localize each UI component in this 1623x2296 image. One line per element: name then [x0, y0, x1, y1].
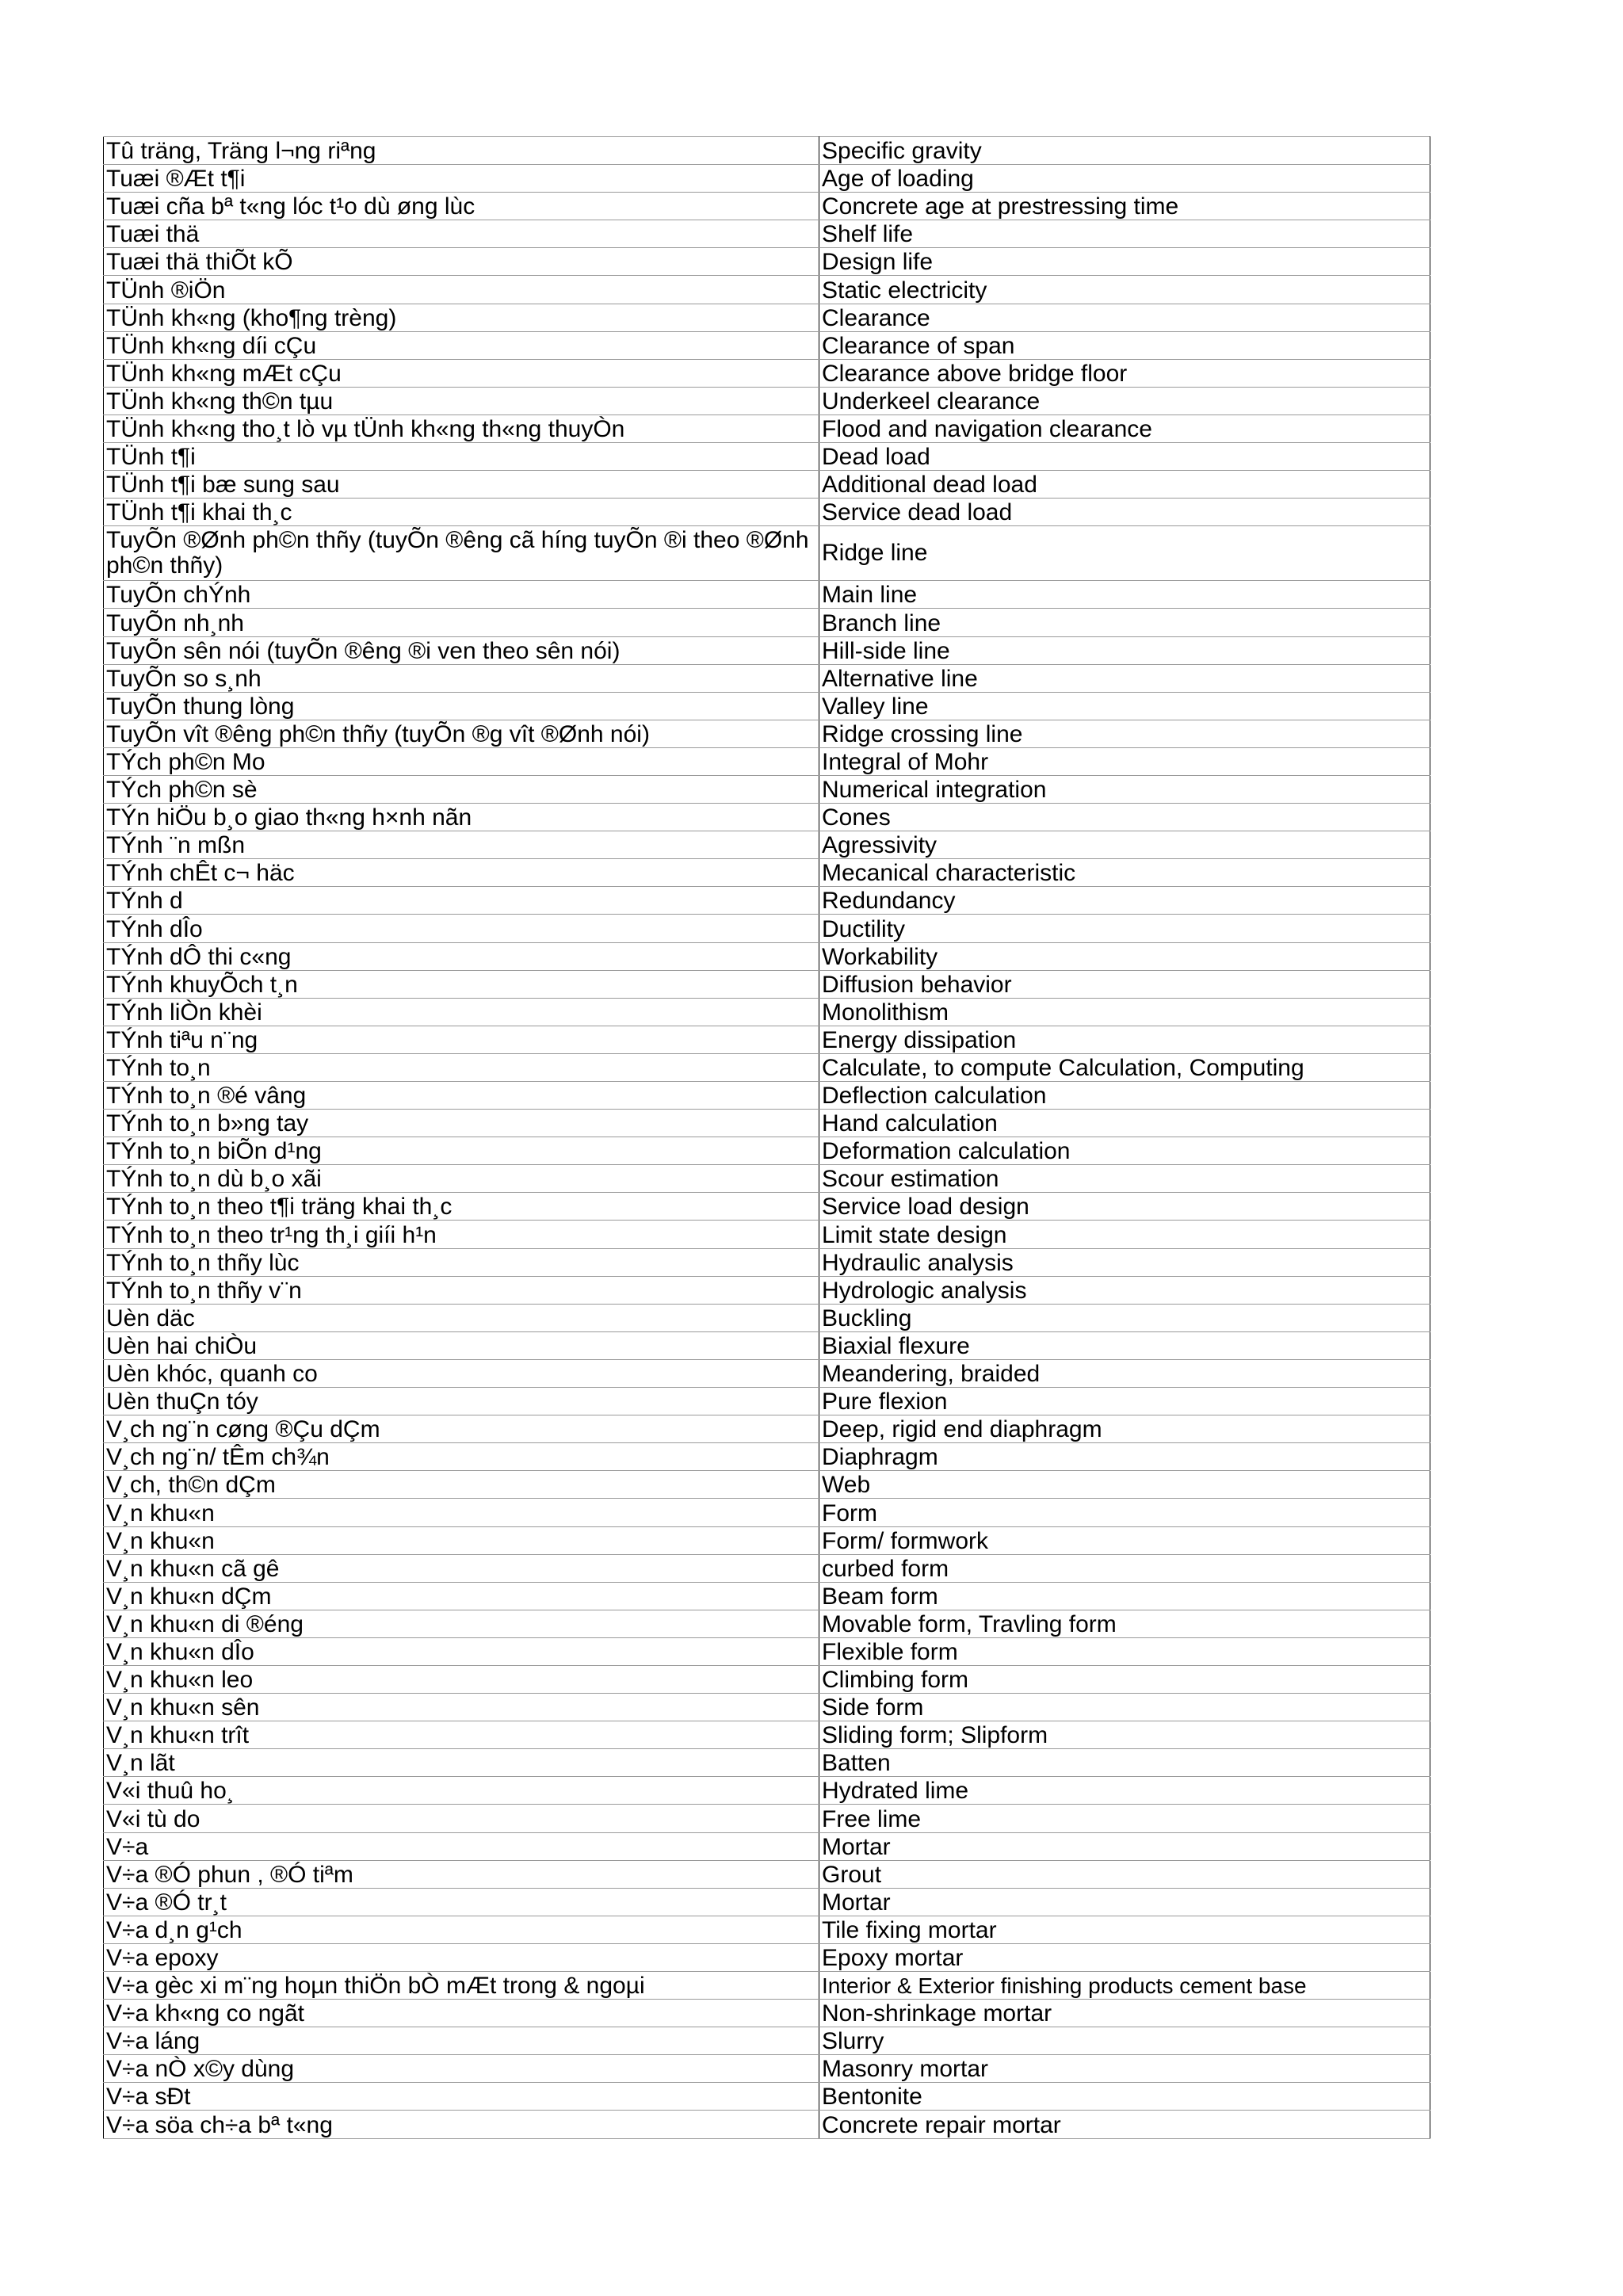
table-row: [104, 499, 1430, 526]
english-term-cell: Hydrated lime: [819, 1777, 1430, 1805]
vietnamese-term-cell: TÝnh chÊt c¬ häc: [104, 859, 819, 887]
table-row: [104, 1805, 1430, 1832]
english-term-cell: Integral of Mohr: [819, 747, 1430, 775]
vietnamese-term-cell: TÝnh dÔ thi c«ng: [104, 942, 819, 970]
english-term-cell: Masonry mortar: [819, 2055, 1430, 2083]
table-row: [104, 1276, 1430, 1304]
vietnamese-term-cell: TÜnh t¶i bæ sung sau: [104, 471, 819, 499]
english-term-cell: Monolithism: [819, 998, 1430, 1026]
vietnamese-term-cell: TÜnh kh«ng th©n tµu: [104, 387, 819, 415]
english-term-cell: Design life: [819, 248, 1430, 276]
english-term-cell: Service load design: [819, 1193, 1430, 1221]
english-term-cell: Grout: [819, 1860, 1430, 1888]
english-term-cell: Form: [819, 1499, 1430, 1526]
vietnamese-term-cell: V÷a ®Ó phun , ®Ó tiªm: [104, 1860, 819, 1888]
vietnamese-term-cell: Tû träng, Träng l¬ng riªng: [104, 137, 819, 165]
english-term-cell: Main line: [819, 581, 1430, 609]
english-term-cell: Hill-side line: [819, 636, 1430, 664]
vietnamese-term-cell: TÜnh kh«ng díi cÇu: [104, 331, 819, 359]
english-term-cell: Meandering, braided: [819, 1359, 1430, 1387]
english-term-cell: Interior & Exterior finishing products cement base: [819, 1972, 1430, 2000]
vietnamese-term-cell: TÜnh kh«ng mÆt cÇu: [104, 359, 819, 387]
table-row: [104, 2055, 1430, 2083]
english-term-cell: Sliding form; Slipform: [819, 1721, 1430, 1749]
vietnamese-term-cell: Uèn thuÇn tóy: [104, 1388, 819, 1415]
table-row: [104, 915, 1430, 942]
vietnamese-term-cell: TÝnh to¸n: [104, 1053, 819, 1081]
table-row: [104, 1026, 1430, 1053]
english-term-cell: Mortar: [819, 1832, 1430, 1860]
english-term-cell: Beam form: [819, 1582, 1430, 1610]
table-row: [104, 1610, 1430, 1637]
table-row: [104, 2083, 1430, 2111]
table-row: [104, 942, 1430, 970]
english-term-cell: Batten: [819, 1749, 1430, 1777]
table-row: [104, 165, 1430, 193]
english-term-cell: Branch line: [819, 609, 1430, 636]
english-term-cell: Mecanical characteristic: [819, 859, 1430, 887]
english-term-cell: Biaxial flexure: [819, 1331, 1430, 1359]
english-term-cell: Pure flexion: [819, 1388, 1430, 1415]
vietnamese-term-cell: TuyÕn nh¸nh: [104, 609, 819, 636]
table-row: [104, 1832, 1430, 1860]
vietnamese-term-cell: TÜnh t¶i khai th¸c: [104, 499, 819, 526]
table-row: [104, 137, 1430, 165]
table-row: [104, 831, 1430, 859]
vietnamese-term-cell: TÝch ph©n Mo: [104, 747, 819, 775]
english-term-cell: Hydraulic analysis: [819, 1248, 1430, 1276]
table-row: [104, 359, 1430, 387]
english-term-cell: Side form: [819, 1694, 1430, 1721]
table-row: [104, 664, 1430, 692]
english-term-cell: Hand calculation: [819, 1110, 1430, 1137]
vietnamese-term-cell: TÝnh liÒn khèi: [104, 998, 819, 1026]
vietnamese-term-cell: TÝnh to¸n theo t¶i träng khai th¸c: [104, 1193, 819, 1221]
vietnamese-term-cell: Tuæi thä: [104, 220, 819, 248]
vietnamese-term-cell: V¸ch, th©n dÇm: [104, 1471, 819, 1499]
table-row: [104, 1749, 1430, 1777]
english-term-cell: Mortar: [819, 1888, 1430, 1916]
english-term-cell: Age of loading: [819, 165, 1430, 193]
vietnamese-term-cell: V÷a d¸n g¹ch: [104, 1916, 819, 1943]
vietnamese-term-cell: Uèn hai chiÒu: [104, 1331, 819, 1359]
english-term-cell: Deformation calculation: [819, 1137, 1430, 1165]
english-term-cell: Movable form, Travling form: [819, 1610, 1430, 1637]
table-row: [104, 859, 1430, 887]
vietnamese-term-cell: V¸ch ng¨n/ tÊm ch¾n: [104, 1443, 819, 1471]
table-row: [104, 443, 1430, 471]
english-term-cell: Alternative line: [819, 664, 1430, 692]
vietnamese-term-cell: V÷a söa ch÷a bª t«ng: [104, 2111, 819, 2138]
table-row: [104, 1082, 1430, 1110]
table-row: [104, 1860, 1430, 1888]
table-row: [104, 276, 1430, 304]
table-row: [104, 1193, 1430, 1221]
vietnamese-term-cell: TÝnh to¸n ®é vâng: [104, 1082, 819, 1110]
vietnamese-term-cell: TÝnh to¸n b»ng tay: [104, 1110, 819, 1137]
english-term-cell: Tile fixing mortar: [819, 1916, 1430, 1943]
english-term-cell: Clearance of span: [819, 331, 1430, 359]
english-term-cell: Bentonite: [819, 2083, 1430, 2111]
table-row: [104, 1137, 1430, 1165]
table-row: [104, 1053, 1430, 1081]
english-term-cell: Calculate, to compute Calculation, Computing: [819, 1053, 1430, 1081]
english-term-cell: Form/ formwork: [819, 1526, 1430, 1554]
vietnamese-term-cell: TÜnh kh«ng (kho¶ng trèng): [104, 304, 819, 331]
vietnamese-term-cell: V¸n khu«n sên: [104, 1694, 819, 1721]
table-row: [104, 1388, 1430, 1415]
table-row: [104, 1637, 1430, 1665]
vietnamese-term-cell: V÷a ®Ó tr¸t: [104, 1888, 819, 1916]
vietnamese-term-cell: TuyÕn sên nói (tuyÕn ®êng ®i ven theo sên nói): [104, 636, 819, 664]
vietnamese-term-cell: TÝnh khuyÕch t¸n: [104, 970, 819, 998]
vietnamese-term-cell: TuyÕn chÝnh: [104, 581, 819, 609]
vietnamese-term-cell: TuyÕn vît ®êng ph©n thñy (tuyÕn ®g vît ®Ønh nói): [104, 720, 819, 747]
glossary-body: [104, 137, 1430, 2139]
vietnamese-term-cell: V÷a: [104, 1832, 819, 1860]
vietnamese-term-cell: TÝch ph©n sè: [104, 775, 819, 803]
vietnamese-term-cell: TÜnh ®iÖn: [104, 276, 819, 304]
vietnamese-term-cell: V«i thuû ho¸: [104, 1777, 819, 1805]
english-term-cell: Numerical integration: [819, 775, 1430, 803]
table-row: [104, 1721, 1430, 1749]
english-term-cell: Specific gravity: [819, 137, 1430, 165]
table-row: [104, 2000, 1430, 2027]
english-term-cell: Slurry: [819, 2027, 1430, 2055]
english-term-cell: Buckling: [819, 1304, 1430, 1331]
vietnamese-term-cell: V¸n khu«n di ®éng: [104, 1610, 819, 1637]
english-term-cell: Workability: [819, 942, 1430, 970]
table-row: [104, 2027, 1430, 2055]
english-term-cell: Underkeel clearance: [819, 387, 1430, 415]
english-term-cell: Valley line: [819, 692, 1430, 720]
english-term-cell: Epoxy mortar: [819, 1943, 1430, 1971]
vietnamese-term-cell: TuyÕn ®Ønh ph©n thñy (tuyÕn ®êng cã híng tuyÕn ®i theo ®Ønh ph©n thñy): [104, 526, 819, 581]
table-row: [104, 248, 1430, 276]
table-row: [104, 1943, 1430, 1971]
english-term-cell: Limit state design: [819, 1221, 1430, 1248]
vietnamese-term-cell: V÷a epoxy: [104, 1943, 819, 1971]
table-row: [104, 636, 1430, 664]
vietnamese-term-cell: TÝn hiÖu b¸o giao th«ng h×nh nãn: [104, 804, 819, 831]
vietnamese-term-cell: Tuæi cña bª t«ng lóc t¹o dù øng lùc: [104, 193, 819, 220]
vietnamese-term-cell: V÷a nÒ x©y dùng: [104, 2055, 819, 2083]
table-row: [104, 1777, 1430, 1805]
vietnamese-term-cell: V¸n khu«n: [104, 1499, 819, 1526]
vietnamese-term-cell: TÝnh tiªu n¨ng: [104, 1026, 819, 1053]
vietnamese-term-cell: TÝnh to¸n thñy v¨n: [104, 1276, 819, 1304]
vietnamese-term-cell: Uèn däc: [104, 1304, 819, 1331]
table-row: [104, 1888, 1430, 1916]
english-term-cell: Ridge line: [819, 526, 1430, 581]
table-row: [104, 887, 1430, 915]
english-term-cell: Service dead load: [819, 499, 1430, 526]
table-row: [104, 1415, 1430, 1443]
vietnamese-term-cell: TÝnh to¸n theo tr¹ng th¸i giíi h¹n: [104, 1221, 819, 1248]
vietnamese-term-cell: V¸ch ng¨n cøng ®Çu dÇm: [104, 1415, 819, 1443]
table-row: [104, 1165, 1430, 1193]
table-row: [104, 331, 1430, 359]
glossary-sheet: [103, 136, 1430, 2139]
table-row: [104, 1554, 1430, 1582]
english-term-cell: Deep, rigid end diaphragm: [819, 1415, 1430, 1443]
english-term-cell: Dead load: [819, 443, 1430, 471]
english-term-cell: Hydrologic analysis: [819, 1276, 1430, 1304]
table-row: [104, 970, 1430, 998]
english-term-cell: Climbing form: [819, 1665, 1430, 1693]
vietnamese-term-cell: V÷a kh«ng co ngãt: [104, 2000, 819, 2027]
english-term-cell: Concrete repair mortar: [819, 2111, 1430, 2138]
english-term-cell: Clearance above bridge floor: [819, 359, 1430, 387]
table-row: [104, 1248, 1430, 1276]
table-row: [104, 193, 1430, 220]
english-term-cell: Additional dead load: [819, 471, 1430, 499]
table-row: [104, 2111, 1430, 2138]
table-row: [104, 1694, 1430, 1721]
vietnamese-term-cell: TÝnh to¸n biÕn d¹ng: [104, 1137, 819, 1165]
table-row: [104, 1359, 1430, 1387]
vietnamese-term-cell: TuyÕn so s¸nh: [104, 664, 819, 692]
table-row: [104, 1304, 1430, 1331]
table-row: [104, 1331, 1430, 1359]
table-row: [104, 998, 1430, 1026]
vietnamese-term-cell: V«i tù do: [104, 1805, 819, 1832]
english-term-cell: Flexible form: [819, 1637, 1430, 1665]
table-row: [104, 720, 1430, 747]
vietnamese-term-cell: Uèn khóc, quanh co: [104, 1359, 819, 1387]
vietnamese-term-cell: V¸n khu«n dÎo: [104, 1637, 819, 1665]
vietnamese-term-cell: TÜnh kh«ng tho¸t lò vµ tÜnh kh«ng th«ng thuyÒn: [104, 415, 819, 442]
english-term-cell: Flood and navigation clearance: [819, 415, 1430, 442]
table-row: [104, 471, 1430, 499]
vietnamese-term-cell: TÝnh to¸n dù b¸o xãi: [104, 1165, 819, 1193]
english-term-cell: Agressivity: [819, 831, 1430, 859]
english-term-cell: Scour estimation: [819, 1165, 1430, 1193]
table-row: [104, 775, 1430, 803]
table-row: [104, 415, 1430, 442]
table-row: [104, 1916, 1430, 1943]
table-row: [104, 1972, 1430, 2000]
table-row: [104, 609, 1430, 636]
english-term-cell: Energy dissipation: [819, 1026, 1430, 1053]
english-term-cell: Free lime: [819, 1805, 1430, 1832]
table-row: [104, 1499, 1430, 1526]
vietnamese-term-cell: TÝnh d: [104, 887, 819, 915]
table-row: [104, 1665, 1430, 1693]
table-row: [104, 1526, 1430, 1554]
vietnamese-term-cell: TÝnh dÎo: [104, 915, 819, 942]
vietnamese-term-cell: Tuæi ®Æt t¶i: [104, 165, 819, 193]
vietnamese-term-cell: TÝnh ¨n mßn: [104, 831, 819, 859]
english-term-cell: Static electricity: [819, 276, 1430, 304]
english-term-cell: Ductility: [819, 915, 1430, 942]
english-term-cell: Ridge crossing line: [819, 720, 1430, 747]
english-term-cell: Shelf life: [819, 220, 1430, 248]
table-row: [104, 1221, 1430, 1248]
vietnamese-term-cell: V¸n khu«n trît: [104, 1721, 819, 1749]
english-term-cell: Redundancy: [819, 887, 1430, 915]
english-term-cell: Web: [819, 1471, 1430, 1499]
vietnamese-term-cell: V¸n lãt: [104, 1749, 819, 1777]
table-row: [104, 747, 1430, 775]
vietnamese-term-cell: TÝnh to¸n thñy lùc: [104, 1248, 819, 1276]
vietnamese-term-cell: TÜnh t¶i: [104, 443, 819, 471]
table-row: [104, 304, 1430, 331]
vietnamese-term-cell: V÷a láng: [104, 2027, 819, 2055]
english-term-cell: Diffusion behavior: [819, 970, 1430, 998]
vietnamese-term-cell: Tuæi thä thiÕt kÕ: [104, 248, 819, 276]
english-term-cell: Clearance: [819, 304, 1430, 331]
table-row: [104, 387, 1430, 415]
vietnamese-term-cell: TuyÕn thung lòng: [104, 692, 819, 720]
english-term-cell: Diaphragm: [819, 1443, 1430, 1471]
table-row: [104, 581, 1430, 609]
english-term-cell: Concrete age at prestressing time: [819, 193, 1430, 220]
vietnamese-term-cell: V÷a gèc xi m¨ng hoµn thiÖn bÒ mÆt trong & ngoµi: [104, 1972, 819, 2000]
english-term-cell: Non-shrinkage mortar: [819, 2000, 1430, 2027]
table-row: [104, 1110, 1430, 1137]
table-row: [104, 220, 1430, 248]
table-row: [104, 1443, 1430, 1471]
english-term-cell: Deflection calculation: [819, 1082, 1430, 1110]
vietnamese-term-cell: V¸n khu«n dÇm: [104, 1582, 819, 1610]
vietnamese-term-cell: V¸n khu«n leo: [104, 1665, 819, 1693]
table-row: [104, 1471, 1430, 1499]
vietnamese-term-cell: V÷a sÐt: [104, 2083, 819, 2111]
table-row: [104, 804, 1430, 831]
glossary-table: [103, 136, 1430, 2139]
table-row: [104, 692, 1430, 720]
english-term-cell: curbed form: [819, 1554, 1430, 1582]
vietnamese-term-cell: V¸n khu«n cã gê: [104, 1554, 819, 1582]
table-row: [104, 1582, 1430, 1610]
vietnamese-term-cell: V¸n khu«n: [104, 1526, 819, 1554]
table-row: [104, 526, 1430, 581]
english-term-cell: Cones: [819, 804, 1430, 831]
